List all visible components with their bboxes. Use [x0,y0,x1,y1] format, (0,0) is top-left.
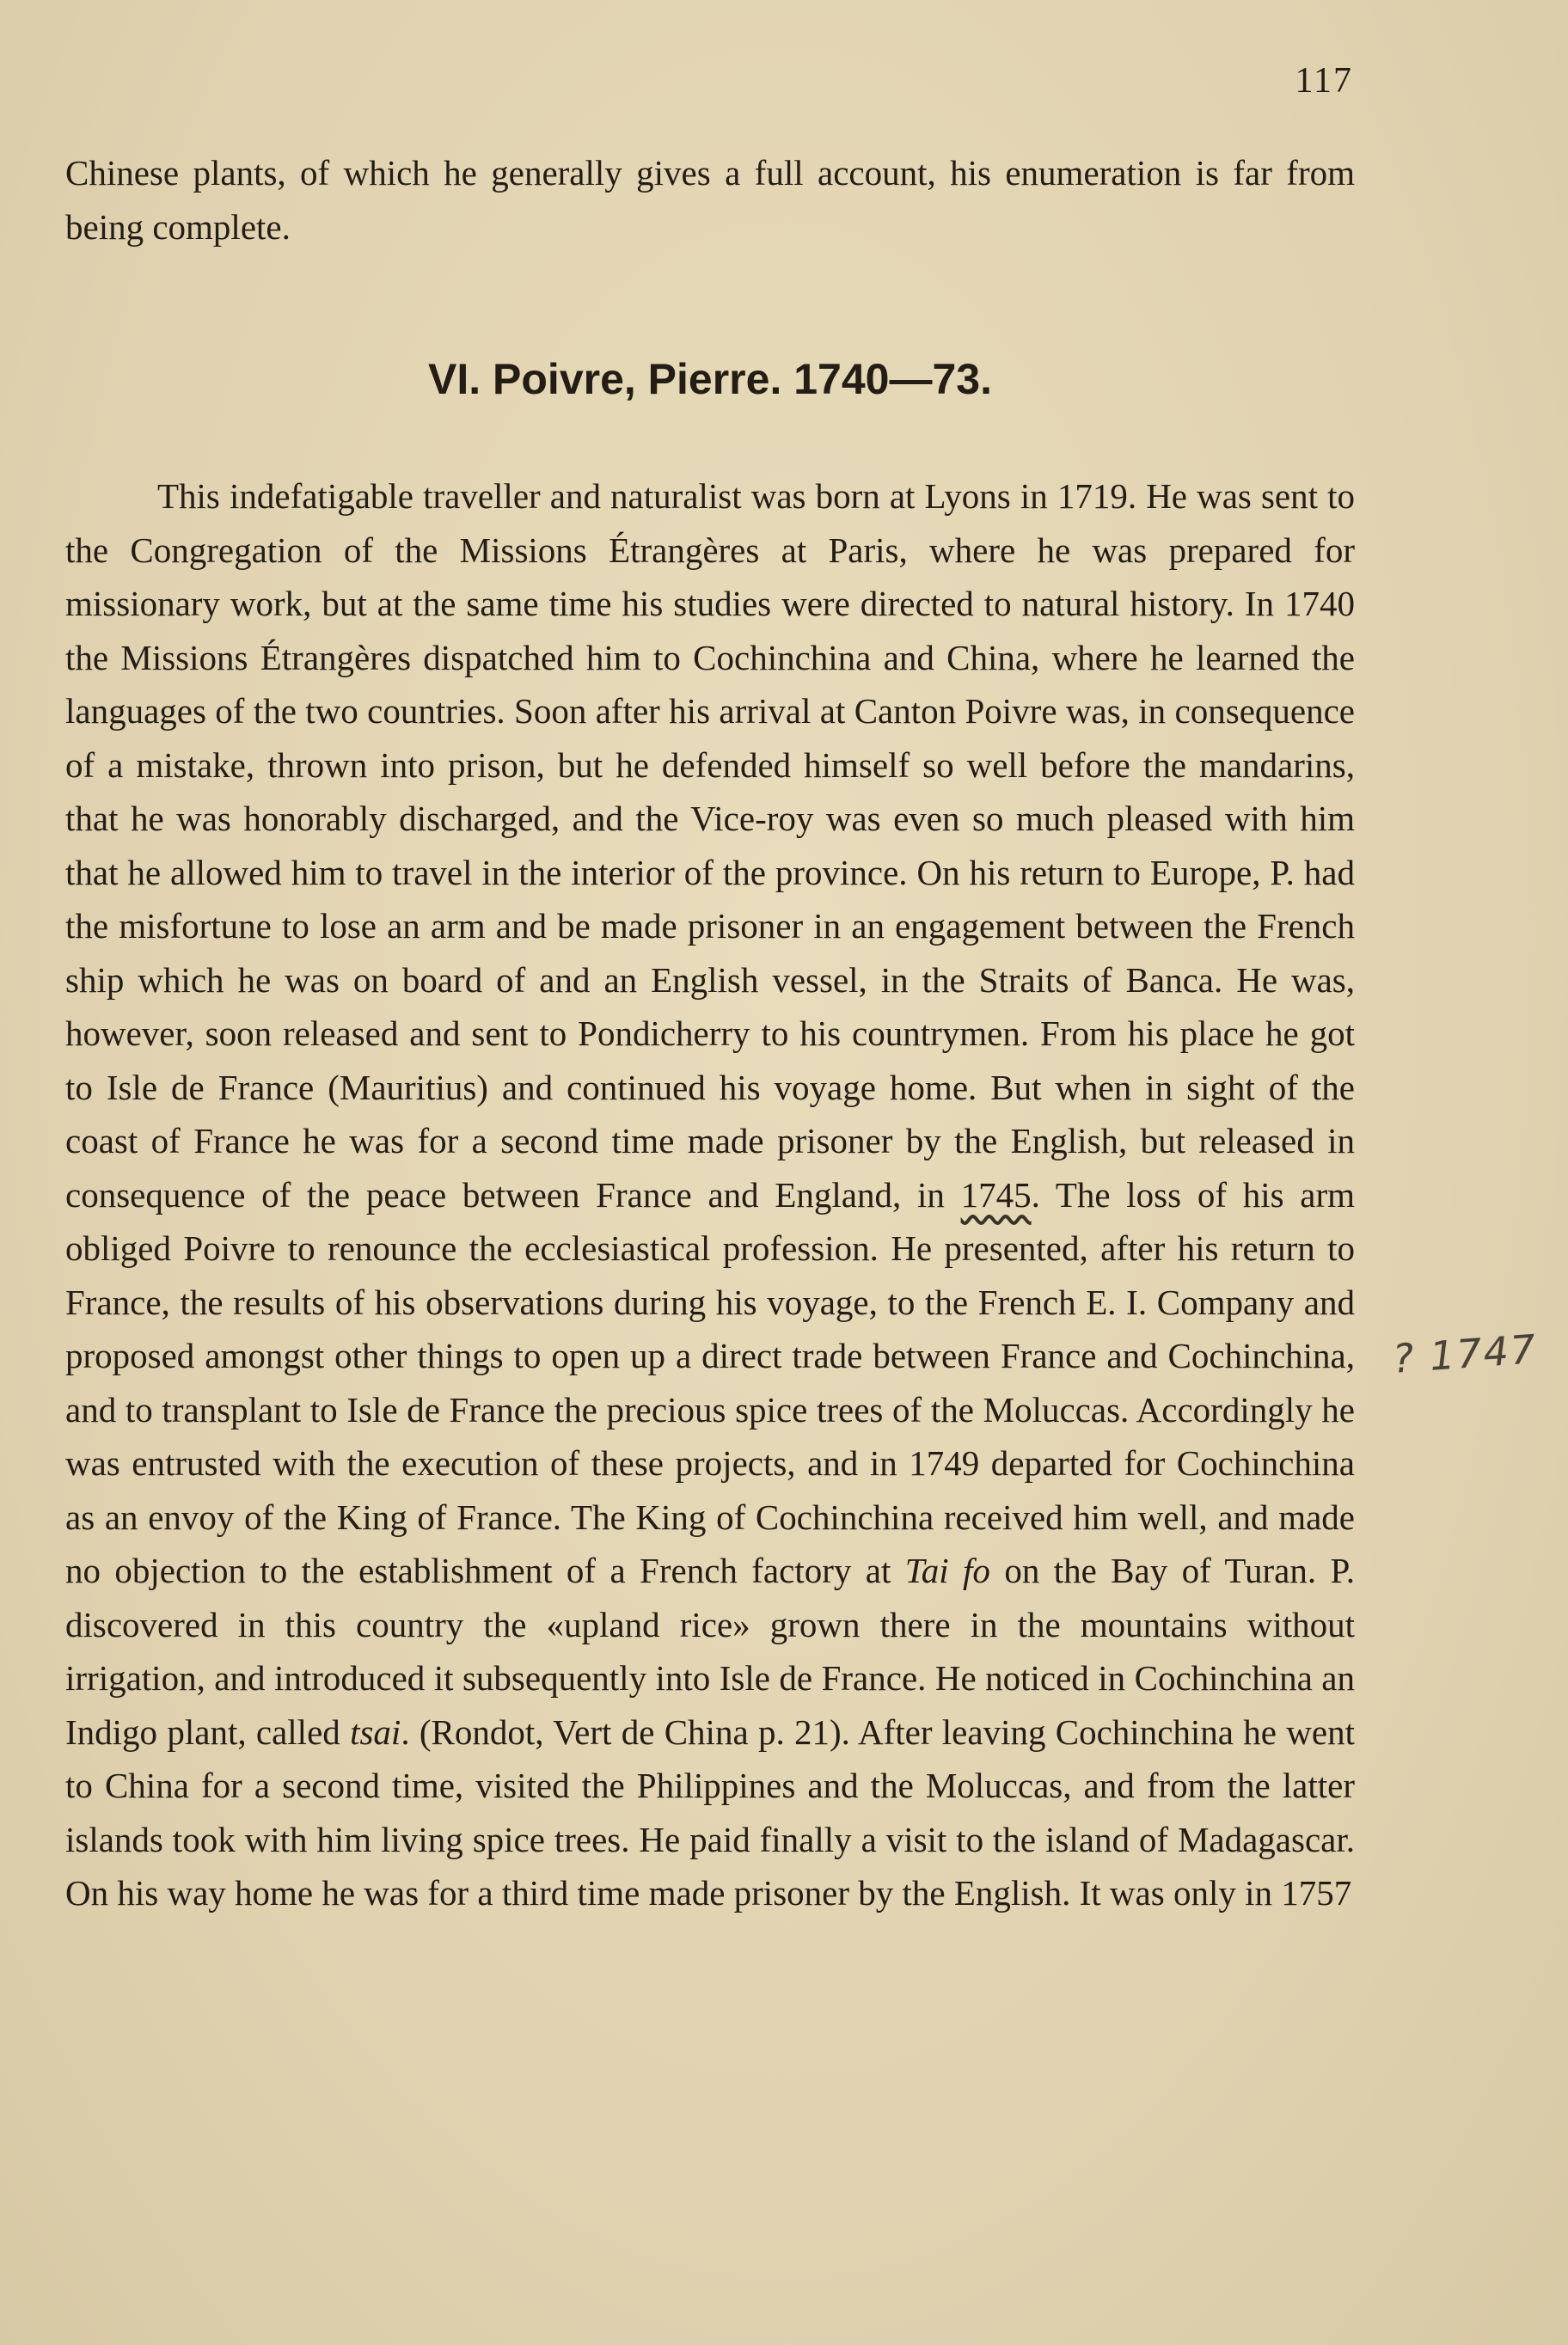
continuation-paragraph [65,146,1355,254]
page-number: 117 [1295,61,1353,101]
body-text [65,469,1355,1920]
underlined-year: 1745 [960,1174,1032,1215]
body-text-part-3: on the Bay of Turan. P. discovered in this country the «upland rice» grown there in the mountains without irrigation, and introduced it subsequently into Isle de France. He noticed in Cochinchina an Indigo plant, called [65,1551,1355,1752]
section-title: VI. Poivre, Pierre. 1740—73. [428,355,992,403]
handwritten-marginal-note: ? 1747 [1391,1326,1539,1382]
body-text-part-1: This indefatigable traveller and naturalist was born at Lyons in 1719. He was sent to the Congregation of the Missions Étrangères at Paris, where he was prepared for missionary work, but at the same time his studies were directed to natural history. In 1740 the Missions Étrangères dispatched him to Cochinchina and China, where he learned the languages of the two countries. Soon after his arrival at Canton Poivre was, in consequence of a mistake, thrown into prison, but he defended himself so well before the mandarins, that he was honorably discharged, and the Vice-roy was even so much pleased with him that he allowed him to travel in the interior of the province. On his return to Europe, P. had the misfortune to lose an arm and be made prisoner in an engagement between the French ship which he was on board of and an English vessel, in the Straits of Banca. He was, however, soon released and sent to Pondicherry to his countrymen. From his place he got to Isle de France (Mauritius) and continued his voyage home. But when in sight of the coast of France he was for a second time made prisoner by the English, but released in consequence of the peace between France and England, in [65,476,1355,1215]
italic-place-name: Tai fo [904,1551,990,1590]
body-paragraph [65,469,1355,1920]
continuation-text: Chinese plants, of which he generally gives a full account, his enumeration is far from being complete. [65,153,1355,247]
body-text-part-4: . (Rondot, Vert de China p. 21). After leaving Cochinchina he went to China for a second time, visited the Philippines and the Moluccas, and from the latter islands took with him living spice trees. He paid finally a visit to the island of Madagascar. On his way home he was for a third time made prisoner by the English. It was only in 1757 [65,1711,1355,1913]
italic-plant-name: tsai [350,1711,401,1752]
body-text-part-2: . The loss of his arm obliged Poivre to renounce the ecclesiastical profession. He presented, after his return to France, the results of his observations during his voyage, to the French E. I. Company and proposed amongst other things to open up a direct trade between France and Cochinchina, and to transplant to Isle de France the precious spice trees of the Moluccas. Accordingly he was entrusted with the execution of these projects, and in 1749 departed for Cochinchina as an envoy of the King of France. The King of Cochinchina received him well, and made no objection to the establishment of a French factory at [65,1174,1356,1590]
